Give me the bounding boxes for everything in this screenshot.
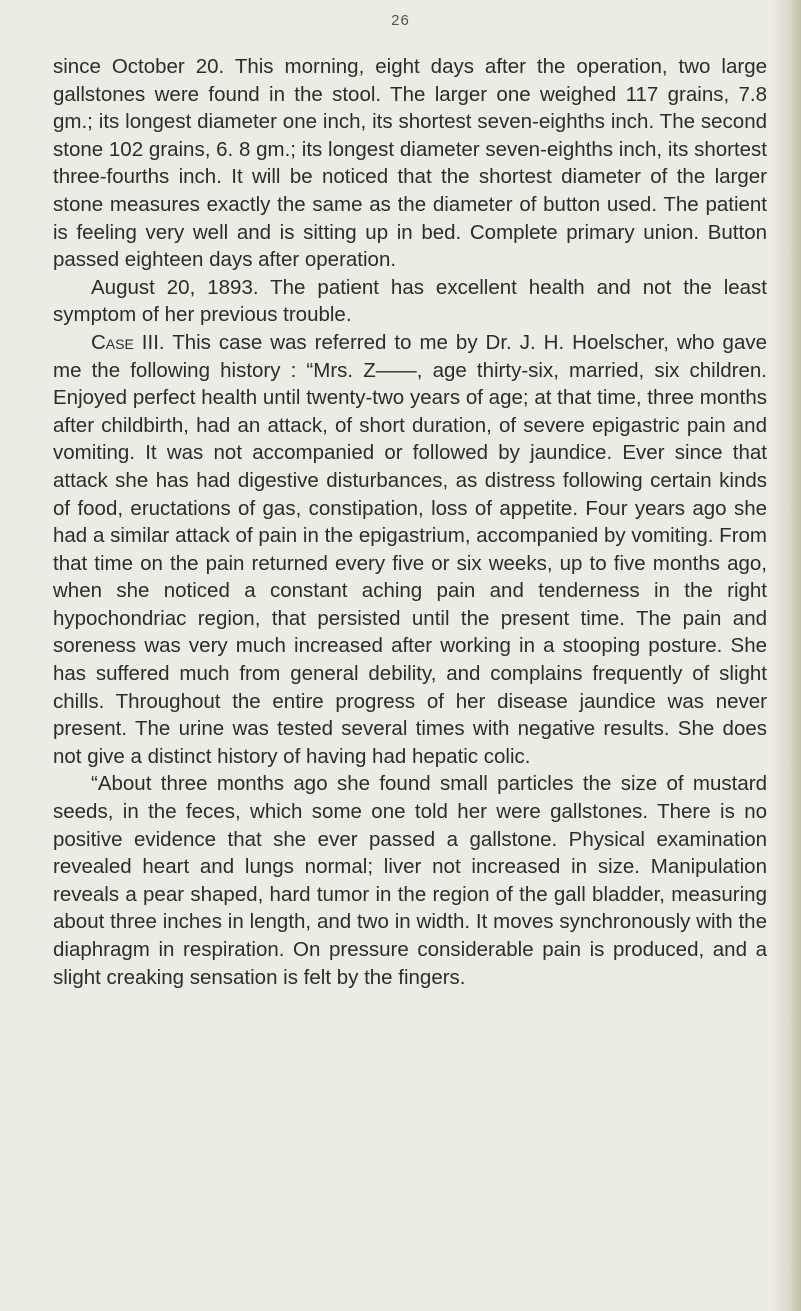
page-number: 26	[391, 12, 410, 29]
body-text	[53, 53, 767, 991]
case-heading: Case III.	[91, 330, 165, 354]
case-three-history: This case was referred to me by Dr. J. H. Hoelscher, who gave me the following history : “Mrs. Z——, age thirty-six, married, six children. Enjoyed perfect health until twenty-two years of age; at that time, three months after childbirth, had an attack, of short duration, of severe epigastric pain and vomiting. It was not accompanied or followed by jaundice. Ever since that attack she has had digestive disturbances, as distress following certain kinds of food, eructations of gas, constipation, loss of appetite. Four years ago she had a similar attack of pain in the epigastrium, accompanied by vomiting. From that time on the pain returned every five or six weeks, up to five months ago, when she noticed a constant aching pain and tenderness in the right hypochondriac region, that persisted until the present time. The pain and soreness was very much increased after working in a stooping posture. She has suffered much from general debility, and complains frequently of slight chills. Throughout the entire progress of her disease jaundice was never present. The urine was tested several times with negative results. She does not give a distinct history of having had hepatic colic.	[53, 330, 768, 768]
paragraph-followup: August 20, 1893. The patient has excellent health and not the least symptom of her previous trouble.	[53, 275, 767, 327]
paragraph-continued: since October 20. This morning, eight days after the operation, two large gallstones were found in the stool. The larger one weighed 117 grains, 7.8 gm.; its longest diameter one inch, its shortest seven-eighths inch. The second stone 102 grains, 6. 8 gm.; its longest diameter seven-eighths inch, its shortest three-fourths inch. It will be noticed that the shortest diameter of the larger stone measures exactly the same as the diameter of button used. The patient is feeling very well and is sitting up in bed. Complete primary union. Button passed eighteen days after operation.	[53, 55, 767, 272]
paragraph-case-three	[53, 329, 767, 771]
page-edge-shadow	[773, 0, 801, 1311]
paragraph-examination: “About three months ago she found small particles the size of mustard seeds, in the feces, which some one told her were gallstones. There is no positive evidence that she ever passed a gallstone. Physical examination revealed heart and lungs normal; liver not increased in size. Manipulation reveals a pear shaped, hard tumor in the region of the gall bladder, measuring about three inches in length, and two in width. It moves synchronously with the diaphragm in respiration. On pressure considerable pain is produced, and a slight creaking sensation is felt by the fingers.	[53, 772, 767, 989]
